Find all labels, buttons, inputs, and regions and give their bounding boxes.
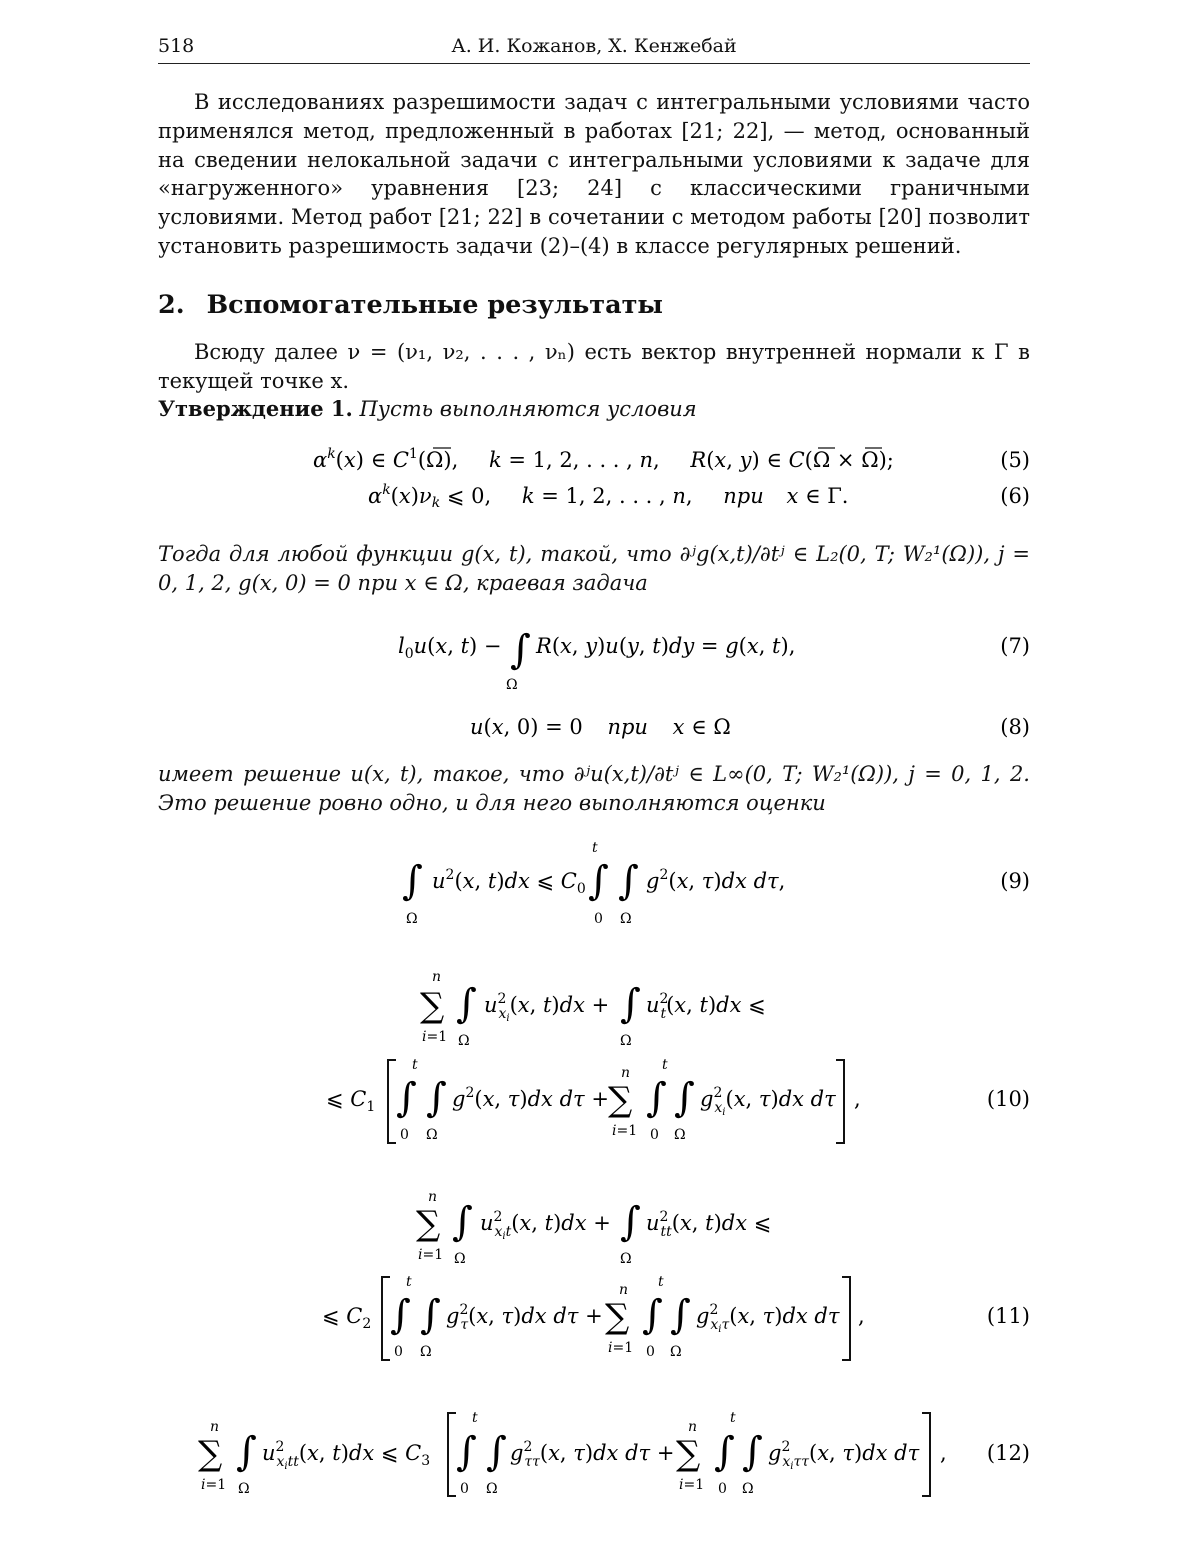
svg-text:∑: ∑ [608,1080,633,1120]
page-number: 518 [158,35,195,57]
svg-text:i=1: i=1 [422,1029,448,1045]
equation-7 [158,615,1030,695]
svg-text:∫: ∫ [452,1199,473,1245]
running-header [158,35,1030,64]
svg-text:R(x, y)u(y, t)dy = g(x, t),: R(x, y)u(y, t)dy = g(x, t), [536,634,796,658]
svg-text:n: n [619,1282,629,1298]
svg-text:n: n [688,1419,698,1435]
svg-text:∫: ∫ [420,1292,441,1338]
svg-text:∫: ∫ [670,1292,691,1338]
svg-text:0: 0 [594,911,603,927]
svg-text:Ω: Ω [620,1033,632,1049]
equation-9 [158,838,1030,933]
equation-10 [158,965,1030,1145]
svg-text:∑: ∑ [676,1434,701,1474]
eq-label-12: (12) [986,1441,1030,1465]
svg-text:∫: ∫ [236,1429,257,1475]
svg-text:∫: ∫ [674,1075,695,1121]
svg-text:g2(x, τ)dx dτ +: $g^2(x$, τ)dx dτ + [452,1085,609,1111]
then-paragraph: Тогда для любой функции g(x, t), такой, что ∂ʲg(x,t)/∂tʲ ∈ L₂(0, T; W₂¹(Ω)), j = 0, 1, 2, g(x, 0) = 0 при x ∈ Ω, краевая задача [158,542,1030,595]
svg-text:∫: ∫ [456,981,477,1027]
svg-text:∑: ∑ [605,1297,630,1337]
svg-text:t: t [592,840,598,856]
solution-paragraph: имеет решение u(x, t), такое, что ∂ʲu(x,t)/∂tʲ ∈ L∞(0, T; W₂¹(Ω)), j = 0, 1, 2. Это решение ровно одно, и для него выполняются оценки [158,762,1030,815]
svg-text:∫: ∫ [426,1075,447,1121]
svg-text:∑: ∑ [198,1434,223,1474]
svg-text:i=1: i=1 [201,1477,227,1493]
svg-text:u2(x, t)dx ⩽ C0: $u^2(x$, t)dx ⩽ $C_0$ [432,867,586,897]
eq-label-7: (7) [1000,634,1030,658]
svg-text:0: 0 [646,1344,655,1360]
statement-lead: Утверждение 1. [158,396,353,421]
svg-text:0: 0 [650,1127,659,1143]
svg-text:∫: ∫ [620,1199,641,1245]
eq-label-9: (9) [1000,869,1030,893]
svg-text:u2t(x, t)dx ⩽: $u^2$ t(x, t)dx ⩽ [646,991,766,1022]
svg-text:t: t [658,1274,664,1290]
svg-text:∫: ∫ [456,1429,477,1475]
eq-label-6: (6) [1000,484,1030,508]
statement-1 [158,396,697,421]
eq-label-5: (5) [1000,448,1030,472]
svg-text:,: , [940,1441,947,1465]
svg-text:∑: ∑ [416,1204,441,1244]
svg-text:n: n [621,1065,631,1081]
svg-text:t: t [472,1410,478,1426]
svg-text:t: t [412,1057,418,1073]
running-authors: А. И. Кожанов, Х. Кенжебай [451,35,737,57]
svg-text:g2xi(x, τ)dx dτ: $g^2$ xi(x, τ)dx dτ [700,1085,836,1118]
paper-page [158,0,1030,1553]
svg-text:0: 0 [394,1344,403,1360]
svg-text:i=1: i=1 [612,1123,638,1139]
statement-text: Пусть выполняются условия [359,397,697,421]
svg-text:u(x, 0) = 0 при: u(x, 0) = 0 при x ∈ Ω [470,715,731,739]
svg-text:,: , [854,1087,861,1111]
svg-text:i=1: i=1 [418,1247,444,1263]
svg-text:∫: ∫ [646,1075,667,1121]
svg-text:g2ττ(x, τ)dx dτ +: $g^2$ ττ(x, τ)dx dτ + [510,1439,675,1470]
section-title: Вспомогательные результаты [206,290,663,320]
svg-text:∫: ∫ [642,1292,663,1338]
svg-text:Ω: Ω [742,1481,754,1497]
svg-text:u2tt(x, t)dx ⩽: $u^2$ tt(x, t)dx ⩽ [646,1209,772,1240]
svg-text:g2τ(x, τ)dx dτ +: $g^2$ τ(x, τ)dx dτ + [446,1302,603,1333]
svg-text:∑: ∑ [420,986,445,1026]
svg-text:t: t [730,1410,736,1426]
svg-text:Ω: Ω [486,1481,498,1497]
section-heading [158,290,663,320]
svg-text:Ω: Ω [420,1344,432,1360]
equation-8 [158,712,1030,744]
svg-text:⩽ C1: ⩽ $C_1$ [326,1087,376,1115]
svg-text:u2xitt(x, t)dx ⩽ C3: $u^2$ xitt(x, t)dx ⩽ $C_3$ [262,1439,431,1472]
svg-text:∫: ∫ [620,981,641,1027]
svg-text:∫: ∫ [390,1292,411,1338]
equation-11 [158,1185,1030,1365]
equations-5-6 [158,440,1030,515]
svg-text:Ω: Ω [238,1481,250,1497]
equation-12 [158,1405,1030,1500]
svg-text:0: 0 [400,1127,409,1143]
svg-text:0: 0 [460,1481,469,1497]
svg-text:αk(x)νk ⩽ 0, k = 1, 2,: $\alpha^k(x)\nu k$ ⩽ 0, k = 1, 2, . . . , n, при x ∈ Γ. [368,482,849,511]
svg-text:u2xit(x, t)dx +: $u^2$ xit(x, t)dx + [480,1209,611,1242]
svg-text:∫: ∫ [402,858,423,904]
svg-text:∫: ∫ [486,1429,507,1475]
svg-text:Ω: Ω [620,1251,632,1267]
svg-text:∫: ∫ [588,858,609,904]
svg-text:n: n [210,1419,220,1435]
svg-text:n: n [428,1189,438,1205]
svg-text:Ω: Ω [674,1127,686,1143]
svg-text:Ω: Ω [426,1127,438,1143]
svg-text:g2(x, τ)dx dτ,: $g^2(x$, τ)dx dτ, [646,867,786,893]
svg-text:∫: ∫ [742,1429,763,1475]
svg-text:Ω: Ω [506,677,518,693]
intro-paragraph: В исследованиях разрешимости задач с интегральными условиями часто применялся метод, предложенный в работах [21; 22], — метод, основанный на сведении нелокальной задачи с интегральными условиями к задаче для «нагруженного» уравнения [23; 24] с классическими граничными условиями. Метод работ [21; 22] в сочетании с методом работы [20] позволит установить разрешимость задачи (2)–(4) в классе регулярных решений. [158,90,1030,258]
svg-text:n: n [432,969,442,985]
svg-text:∫: ∫ [714,1429,735,1475]
section-number: 2. [158,290,185,320]
svg-text:u2xi(x, t)dx +: $u^2$ xi(x, t)dx + [484,991,610,1024]
svg-text:0: 0 [718,1481,727,1497]
normal-paragraph: Всюду далее ν = (ν₁, ν₂, . . . , νₙ) есть вектор внутренней нормали к Γ в текущей точке x. [158,340,1030,393]
svg-text:t: t [406,1274,412,1290]
svg-text:Ω: Ω [454,1251,466,1267]
svg-text:Ω: Ω [620,911,632,927]
svg-text:l0u(x, t) −: $l_0u(x$, t) − [398,634,502,662]
svg-text:∫: ∫ [396,1075,417,1121]
eq-label-8: (8) [1000,715,1030,739]
svg-text:Ω: Ω [458,1033,470,1049]
svg-text:∫: ∫ [618,858,639,904]
svg-text:t: t [662,1057,668,1073]
svg-text:g2xiττ(x, τ)dx dτ: $g^2$ xiττ(x, τ)dx dτ [768,1439,920,1472]
svg-text:,: , [858,1304,865,1328]
svg-text:αk(x) ∈ C1(Ω), k = 1,: $\alpha^k(x)$ ∈ $C^1(\Omega)$, k = 1, 2, . . . , n, R(x, y) ∈ C(Ω × Ω); [313,446,894,472]
svg-text:i=1: i=1 [608,1340,634,1356]
svg-text:Ω: Ω [670,1344,682,1360]
eq-label-10: (10) [986,1087,1030,1111]
svg-text:i=1: i=1 [679,1477,705,1493]
eq-label-11: (11) [986,1304,1030,1328]
svg-text:⩽ C2: ⩽ $C_2$ [322,1304,372,1332]
svg-text:Ω: Ω [406,911,418,927]
svg-text:∫: ∫ [510,627,531,673]
svg-text:g2xiτ(x, τ)dx dτ: $g^2$ xiτ(x, τ)dx dτ [696,1302,840,1335]
